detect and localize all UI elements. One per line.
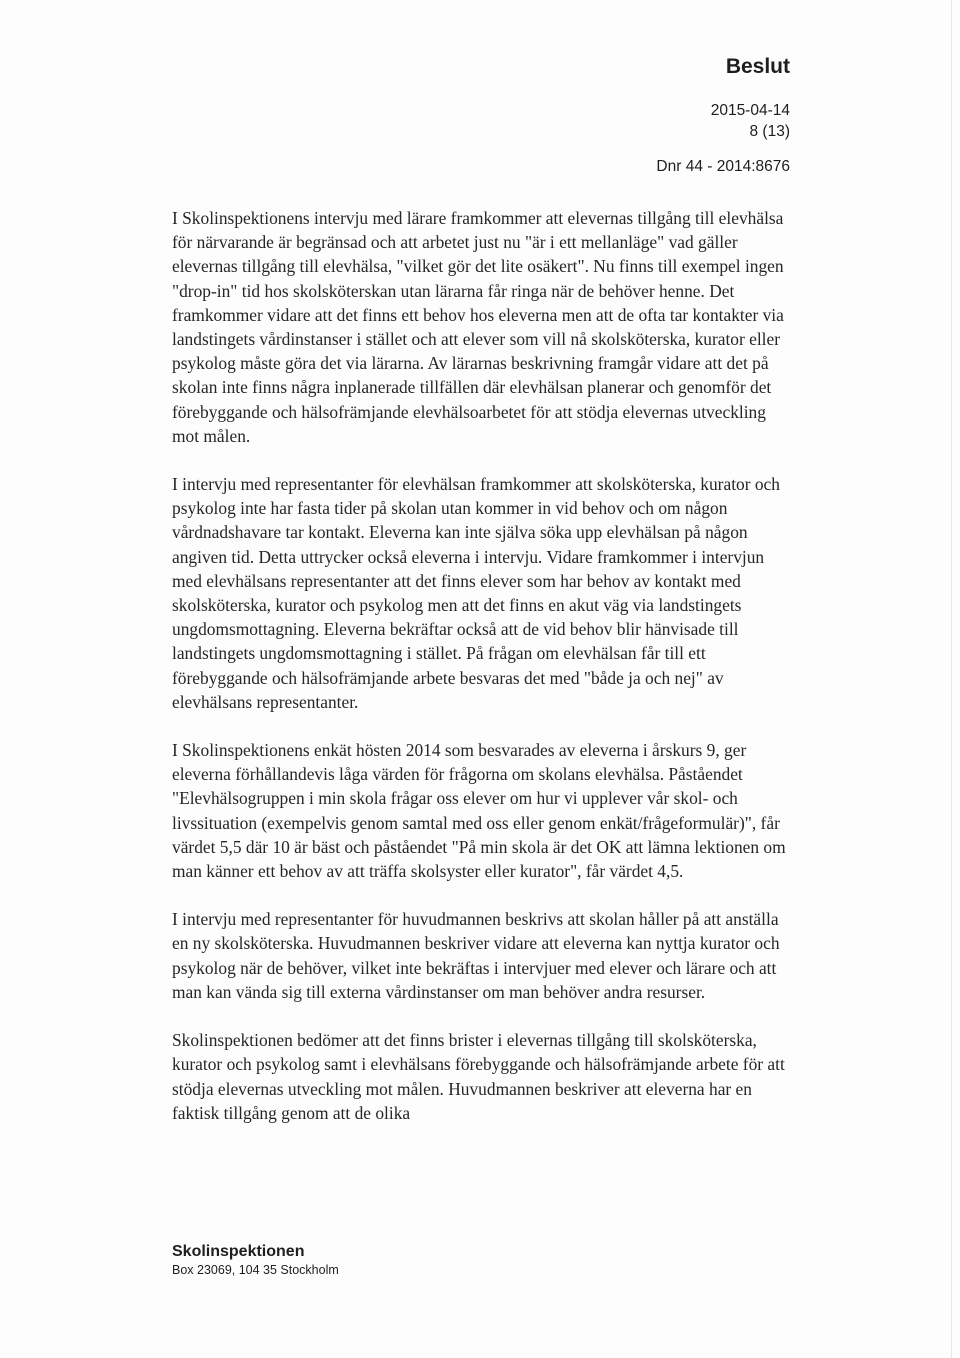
header-spacer xyxy=(656,142,790,156)
body-paragraph: I Skolinspektionens enkät hösten 2014 som besvarades av eleverna i årskurs 9, ger eleverna förhållandevis låga värden för frågorna om skolans elevhälsa. Påståendet "Elevhälsogruppen i min skola frågar oss elever om hur vi upplever vår skol- och livssituation (exempelvis genom samtal med oss eller genom enkät/frågeformulär)", får värdet 5,5 där 10 är bäst och påståendet "På min skola är det OK att lämna lektionen om man känner ett behov av att träffa skolsyster eller kurator", får värdet 4,5. xyxy=(172,740,786,882)
diary-number: Dnr 44 - 2014:8676 xyxy=(656,158,790,175)
footer-address: Box 23069, 104 35 Stockholm xyxy=(172,1263,339,1277)
body-paragraph: I intervju med representanter för huvudmannen beskrivs att skolan håller på att anställa en ny skolsköterska. Huvudmannen beskriver vidare att eleverna kan nyttja kurator och psykolog när de behöver, vilket inte bekräftas i intervjuer med elever och lärare och att man kan vända sig till externa vårdinstanser om man behöver andra resurser. xyxy=(172,909,780,1002)
document-header xyxy=(656,54,790,177)
document-body xyxy=(172,206,794,1149)
footer-organization: Skolinspektionen xyxy=(172,1243,305,1260)
body-paragraph: Skolinspektionen bedömer att det finns brister i elevernas tillgång till skolsköterska, kurator och psykolog samt i elevhälsans förebyggande och hälsofrämjande arbete för att stödja elevernas utveckling mot målen. Huvudmannen beskriver att eleverna har en faktisk tillgång genom att de olika xyxy=(172,1030,785,1123)
page-number: 8 (13) xyxy=(749,123,790,140)
document-footer xyxy=(172,1241,339,1279)
body-paragraph: I Skolinspektionens intervju med lärare framkommer att elevernas tillgång till elevhälsa för närvarande är begränsad och att arbetet just nu "är i ett mellanläge" vad gäller elevernas tillgång till elevhälsa, "vilket gör det lite osäkert". Nu finns till exempel ingen "drop-in" tid hos skolsköterskan utan lärarna får ringa när de behöver henne. Det framkommer vidare att det finns ett behov hos eleverna men att de ofta tar kontakter via landstingets vårdinstanser i stället och att elever som vill nå skolsköterska, kurator eller psykolog måste göra det via lärarna. Av lärarnas beskrivning framgår vidare att det på skolan inte finns några inplanerade tillfällen där elevhälsan planerar och genomför det förebyggande och hälsofrämjande elevhälsoarbetet för att stödja elevernas utveckling mot målen. xyxy=(172,208,784,446)
body-paragraph: I intervju med representanter för elevhälsan framkommer att skolsköterska, kurator och psykolog inte har fasta tider på skolan utan kommer in vid behov och om någon vårdnadshavare tar kontakt. Eleverna kan inte själva söka upp elevhälsan på någon angiven tid. Detta uttrycker också eleverna i intervju. Vidare framkommer i intervjun med elevhälsans representanter att det finns elever som har behov av kontakt med skolsköterska, kurator och psykolog men att det finns en akut väg via landstingets ungdomsmottagning. Eleverna bekräftar också att de vid behov blir hänvisade till landstingets ungdomsmottagning i stället. På frågan om elevhälsan får till ett förebyggande och hälsofrämjande arbete besvaras det med "både ja och nej" av elevhälsans representanter. xyxy=(172,474,780,712)
page-edge-line xyxy=(951,0,952,1358)
document-type: Beslut xyxy=(725,55,790,78)
document-date: 2015-04-14 xyxy=(710,102,790,119)
